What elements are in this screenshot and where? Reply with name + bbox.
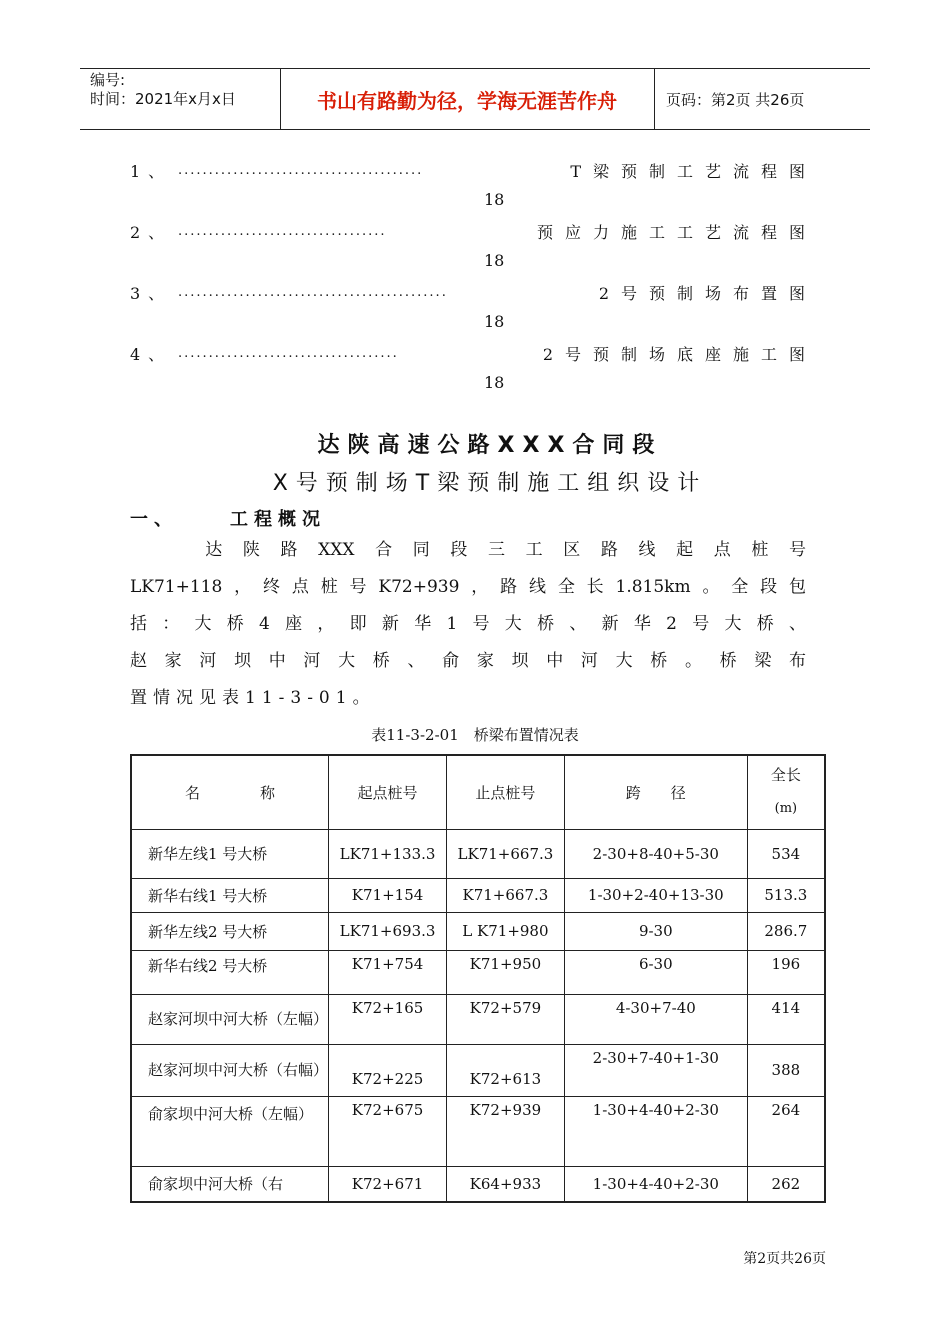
toc-title: 2号预制场底座施工图 (542, 344, 817, 364)
cell-length: 513.3 (747, 878, 825, 912)
cell-span: 9-30 (564, 912, 747, 950)
table-row (131, 829, 825, 878)
toc-title: T梁预制工艺流程图 (570, 161, 817, 181)
toc-leader: ............................................ (178, 284, 448, 300)
table-caption: 表11-3-2-01 桥梁布置情况表 (371, 726, 579, 744)
cell-span: 2-30+8-40+5-30 (564, 829, 747, 878)
paragraph-line: LK71+118，终点桩号K72+939，路线全长1.815km。全段包 (130, 577, 806, 597)
header-meta (80, 69, 280, 129)
cell-name: 俞家坝中河大桥（左幅） (131, 1096, 329, 1166)
time-label: 时间：2021年x月x日 (90, 90, 236, 108)
header-divider (654, 69, 655, 129)
toc-page: 18 (484, 190, 505, 209)
cell-end: K64+933 (446, 1166, 564, 1202)
paragraph-line: 括：大桥4座，即新华1号大桥、新华2号大桥、 (130, 614, 806, 634)
cell-start: LK71+693.3 (329, 912, 447, 950)
cell-span: 1-30+2-40+13-30 (564, 878, 747, 912)
cell-end: LK71+667.3 (446, 829, 564, 878)
cell-span: 2-30+7-40+1-30 (564, 1044, 747, 1096)
toc-page: 18 (484, 251, 505, 270)
cell-end: K71+667.3 (446, 878, 564, 912)
toc-entry-2[interactable] (130, 216, 817, 276)
col-header-length (747, 755, 825, 829)
cell-end: L K71+980 (446, 912, 564, 950)
cell-name: 新华右线2 号大桥 (131, 950, 329, 994)
table-header-row (131, 755, 825, 829)
page-header (80, 68, 870, 130)
table-row (131, 1096, 825, 1166)
cell-start: LK71+133.3 (329, 829, 447, 878)
section-title: 工程概况 (230, 509, 326, 530)
cell-start: K71+754 (329, 950, 447, 994)
table-row (131, 994, 825, 1044)
cell-start: K72+675 (329, 1096, 447, 1166)
paragraph-line: 置情况见表11-3-01。 (130, 688, 376, 708)
cell-name: 俞家坝中河大桥（右 (131, 1166, 329, 1202)
cell-name: 赵家河坝中河大桥（左幅） (131, 994, 329, 1044)
toc-title: 预应力施工工艺流程图 (536, 222, 817, 242)
cell-name: 新华左线2 号大桥 (131, 912, 329, 950)
toc-num: 3、 (130, 283, 173, 303)
cell-end: K71+950 (446, 950, 564, 994)
code-label: 编号: (90, 71, 126, 89)
cell-name: 新华右线1 号大桥 (131, 878, 329, 912)
cell-end: K72+939 (446, 1096, 564, 1166)
table-row (131, 1166, 825, 1202)
header-motto: 书山有路勤为径，学海无涯苦作舟 (317, 88, 617, 113)
cell-length: 262 (747, 1166, 825, 1202)
col-header-span: 跨 径 (564, 755, 747, 829)
header-divider (280, 69, 281, 129)
toc-title: 2号预制场布置图 (598, 283, 817, 303)
cell-end: K72+613 (446, 1044, 564, 1096)
bridge-table (130, 754, 826, 1203)
toc-leader: ........................................ (178, 162, 424, 178)
toc-entry-3[interactable] (130, 277, 817, 337)
section-number: 一、 (130, 509, 178, 530)
cell-span: 6-30 (564, 950, 747, 994)
paragraph-line: 达陕路XXX合同段三工区路线起点桩号 (130, 540, 806, 560)
toc-entry-4[interactable] (130, 338, 817, 398)
cell-span: 1-30+4-40+2-30 (564, 1166, 747, 1202)
cell-name: 新华左线1 号大桥 (131, 829, 329, 878)
cell-start: K72+225 (329, 1044, 447, 1096)
toc-num: 2、 (130, 222, 173, 242)
cell-start: K71+154 (329, 878, 447, 912)
toc-page: 18 (484, 373, 505, 392)
cell-length: 264 (747, 1096, 825, 1166)
toc-num: 4、 (130, 344, 173, 364)
toc-num: 1、 (130, 161, 173, 181)
cell-span: 1-30+4-40+2-30 (564, 1096, 747, 1166)
cell-end: K72+579 (446, 994, 564, 1044)
table-row (131, 912, 825, 950)
paragraph-line: 赵家河坝中河大桥、俞家坝中河大桥。桥梁布 (130, 651, 806, 671)
table-row (131, 1044, 825, 1096)
toc-leader: .................................... (178, 345, 399, 361)
body-paragraph (130, 532, 806, 717)
page-footer: 第2页共26页 (743, 1251, 826, 1267)
col-header-name: 名 称 (131, 755, 329, 829)
table-row (131, 950, 825, 994)
header-page-label: 页码：第2页 共26页 (666, 90, 805, 109)
col-header-length-label: 全长 (770, 766, 801, 785)
toc-entry-1[interactable] (130, 155, 817, 215)
cell-length: 286.7 (747, 912, 825, 950)
section-heading (130, 505, 326, 531)
cell-length: 534 (747, 829, 825, 878)
col-header-length-unit: (m) (774, 801, 798, 817)
col-header-end: 止点桩号 (446, 755, 564, 829)
cell-length: 414 (747, 994, 825, 1044)
col-header-start: 起点桩号 (329, 755, 447, 829)
cell-start: K72+671 (329, 1166, 447, 1202)
table-row (131, 878, 825, 912)
cell-span: 4-30+7-40 (564, 994, 747, 1044)
cell-name: 赵家河坝中河大桥（右幅） (131, 1044, 329, 1096)
toc-page: 18 (484, 312, 505, 331)
cell-length: 388 (747, 1044, 825, 1096)
document-title: 达陕高速公路XXX合同段 (317, 433, 663, 458)
cell-start: K72+165 (329, 994, 447, 1044)
cell-length: 196 (747, 950, 825, 994)
document-subtitle: X号预制场T梁预制施工组织设计 (272, 471, 708, 496)
toc-leader: .................................. (178, 223, 387, 239)
